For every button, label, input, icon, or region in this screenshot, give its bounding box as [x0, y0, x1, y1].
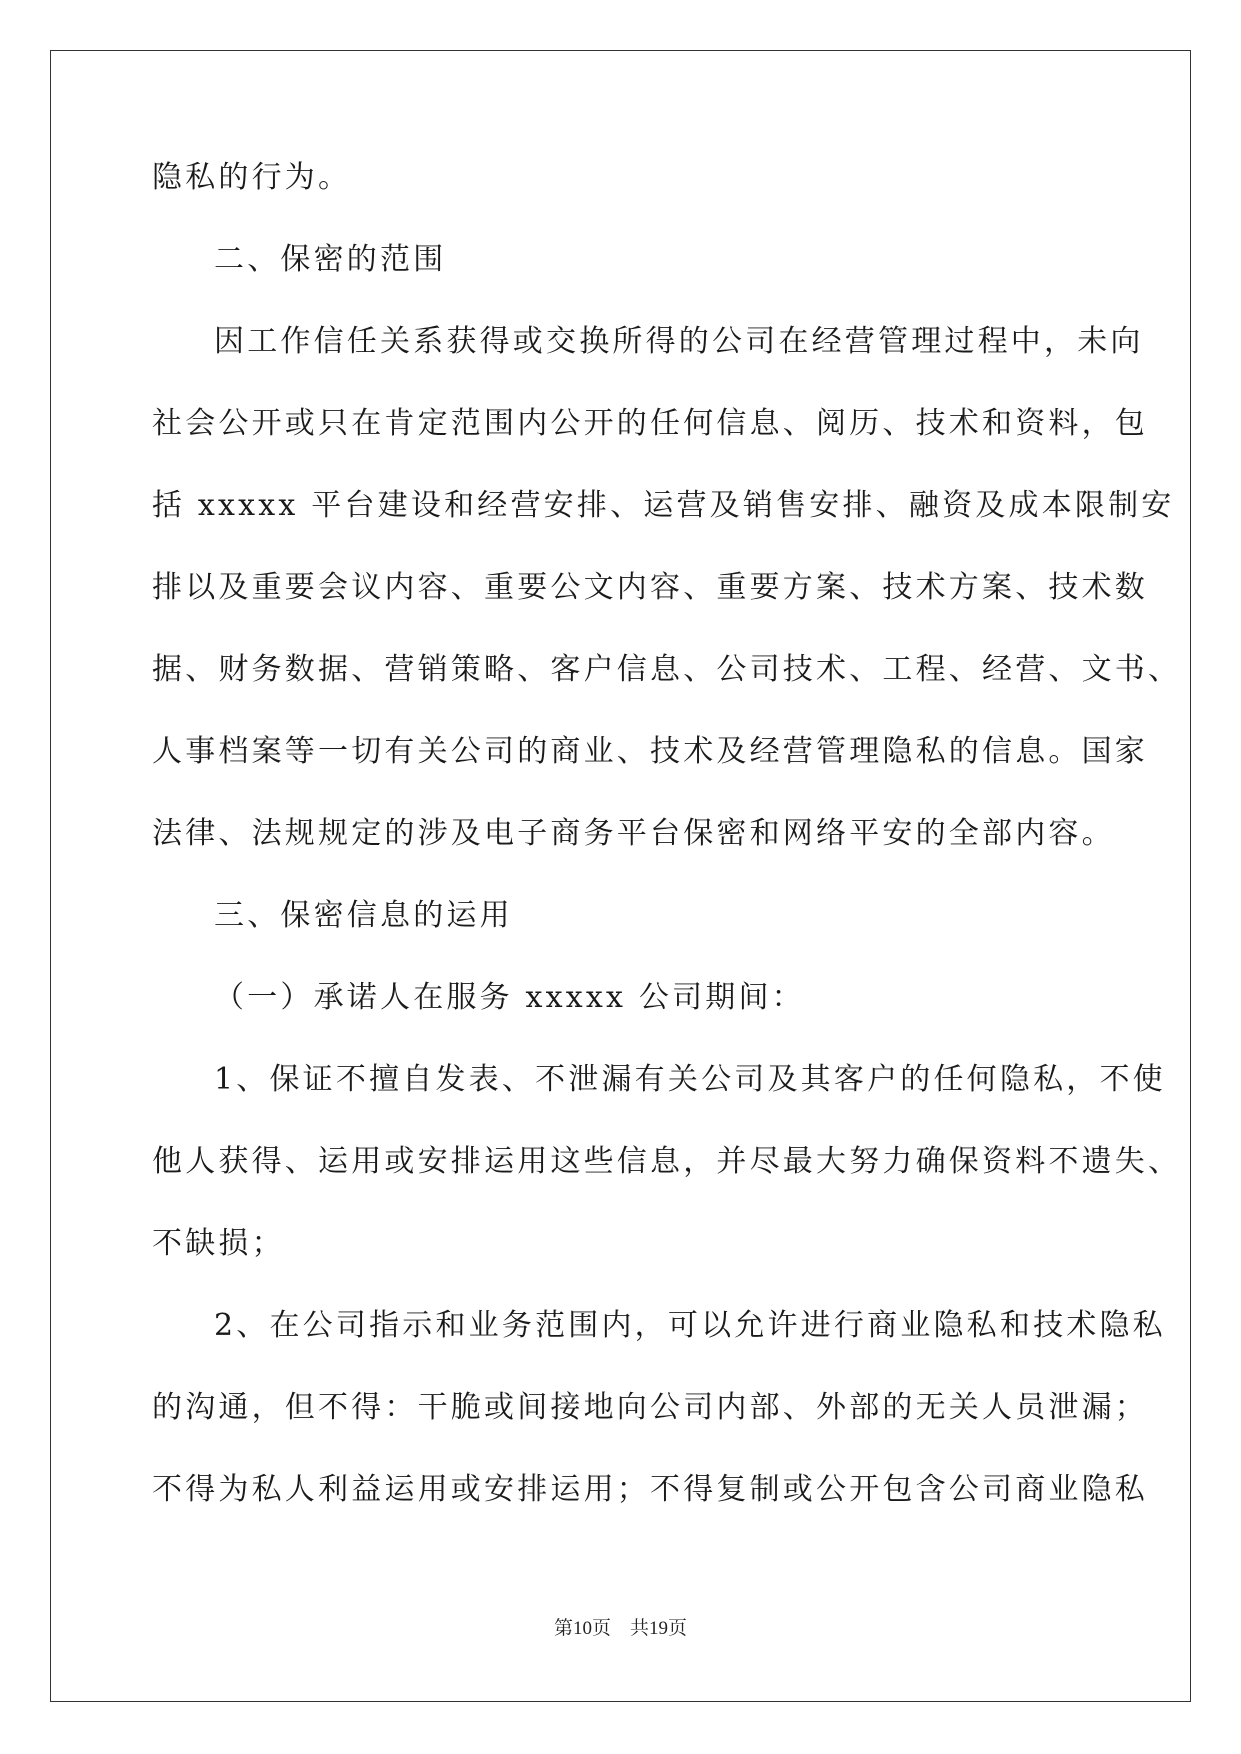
- text-line: 括 xxxxx 平台建设和经营安排、运营及销售安排、融资及成本限制安: [152, 488, 1175, 523]
- text-line: 社会公开或只在肯定范围内公开的任何信息、阅历、技术和资料，包: [152, 406, 1148, 441]
- section-heading: 二、保密的范围: [214, 242, 447, 277]
- text-line: 据、财务数据、营销策略、客户信息、公司技术、工程、经营、文书、: [152, 652, 1182, 687]
- page-number-footer: 第10页 共19页: [553, 1618, 687, 1639]
- text-line: 不得为私人利益运用或安排运用；不得复制或公开包含公司商业隐私: [152, 1472, 1148, 1507]
- subsection-heading: （一）承诺人在服务 xxxxx 公司期间：: [214, 980, 805, 1015]
- document-body: [152, 160, 1182, 1554]
- text-line: 人事档案等一切有关公司的商业、技术及经营管理隐私的信息。国家: [152, 734, 1148, 769]
- text-line: 法律、法规规定的涉及电子商务平台保密和网络平安的全部内容。: [152, 816, 1115, 851]
- section-heading: 三、保密信息的运用: [214, 898, 513, 933]
- text-line: 隐私的行为。: [152, 160, 352, 195]
- text-line: 2、在公司指示和业务范围内，可以允许进行商业隐私和技术隐私: [214, 1308, 1166, 1343]
- text-line: 的沟通，但不得：干脆或间接地向公司内部、外部的无关人员泄漏；: [152, 1390, 1148, 1425]
- text-line: 他人获得、运用或安排运用这些信息，并尽最大努力确保资料不遗失、: [152, 1144, 1182, 1179]
- text-line: 1、保证不擅自发表、不泄漏有关公司及其客户的任何隐私，不使: [214, 1062, 1166, 1097]
- text-line: 因工作信任关系获得或交换所得的公司在经营管理过程中，未向: [214, 324, 1144, 359]
- text-line: 排以及重要会议内容、重要公文内容、重要方案、技术方案、技术数: [152, 570, 1148, 605]
- text-line: 不缺损；: [152, 1226, 285, 1261]
